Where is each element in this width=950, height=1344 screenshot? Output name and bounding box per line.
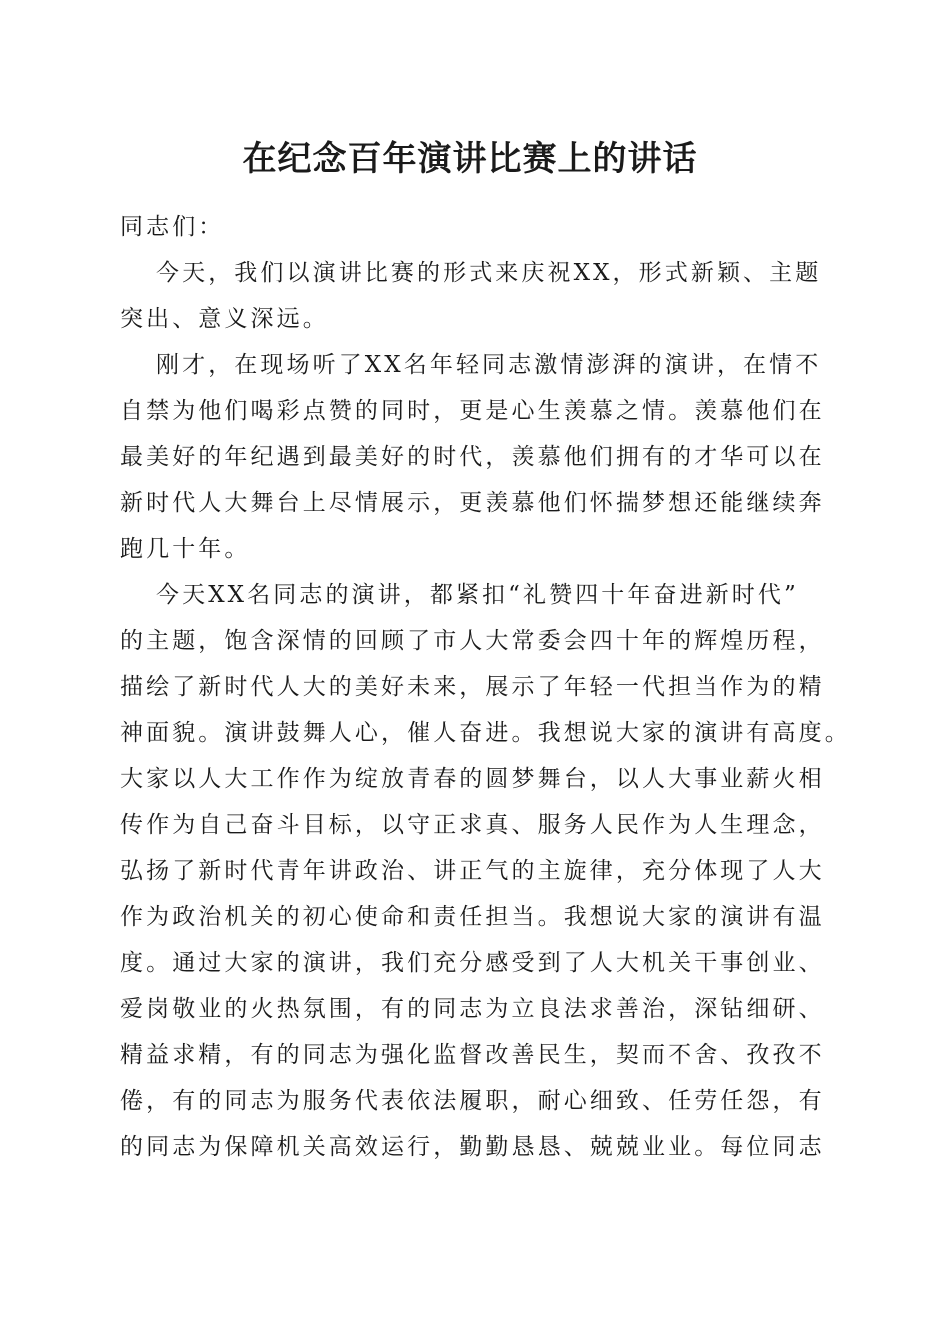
text-line: 弘扬了新时代青年讲政治、讲正气的主旋律，充分体现了人大 — [120, 858, 825, 884]
text-line: 传作为自己奋斗目标，以守正求真、服务人民作为人生理念， — [120, 812, 825, 838]
text-line: 突出、意义深远。 — [120, 306, 329, 332]
text-line: 爱岗敬业的火热氛围，有的同志为立良法求善治，深钻细研、 — [120, 996, 825, 1022]
text-line: 度。通过大家的演讲，我们充分感受到了人大机关干事创业、 — [120, 950, 825, 976]
text-line: 自禁为他们喝彩点赞的同时，更是心生羡慕之情。羡慕他们在 — [120, 398, 825, 424]
text-line: 作为政治机关的初心使命和责任担当。我想说大家的演讲有温 — [120, 904, 825, 930]
text-line: 大家以人大工作作为绽放青春的圆梦舞台，以人大事业薪火相 — [120, 766, 825, 792]
text-line: 刚才，在现场听了XX名年轻同志激情澎湃的演讲，在情不 — [156, 352, 822, 378]
text-line: 神面貌。演讲鼓舞人心，催人奋进。我想说大家的演讲有高度。 — [120, 720, 851, 746]
text-line: 最美好的年纪遇到最美好的时代，羡慕他们拥有的才华可以在 — [120, 444, 825, 470]
text-line: 今天XX名同志的演讲，都紧扣“礼赞四十年奋进新时代” — [156, 582, 799, 608]
text-line: 倦，有的同志为服务代表依法履职，耐心细致、任劳任怨，有 — [120, 1088, 825, 1114]
text-line: 新时代人大舞台上尽情展示，更羡慕他们怀揣梦想还能继续奔 — [120, 490, 825, 516]
text-line: 跑几十年。 — [120, 536, 251, 562]
document-title: 在纪念百年演讲比赛上的讲话 — [242, 139, 698, 179]
text-line: 精益求精，有的同志为强化监督改善民生，契而不舍、孜孜不 — [120, 1042, 825, 1068]
text-line: 同志们： — [120, 214, 225, 240]
document-body — [120, 204, 851, 1170]
text-line: 的主题，饱含深情的回顾了市人大常委会四十年的辉煌历程， — [120, 628, 825, 654]
text-line: 描绘了新时代人大的美好未来，展示了年轻一代担当作为的精 — [120, 674, 825, 700]
text-line: 今天，我们以演讲比赛的形式来庆祝XX，形式新颖、主题 — [156, 260, 822, 286]
text-line: 的同志为保障机关高效运行，勤勤恳恳、兢兢业业。每位同志 — [120, 1134, 825, 1160]
